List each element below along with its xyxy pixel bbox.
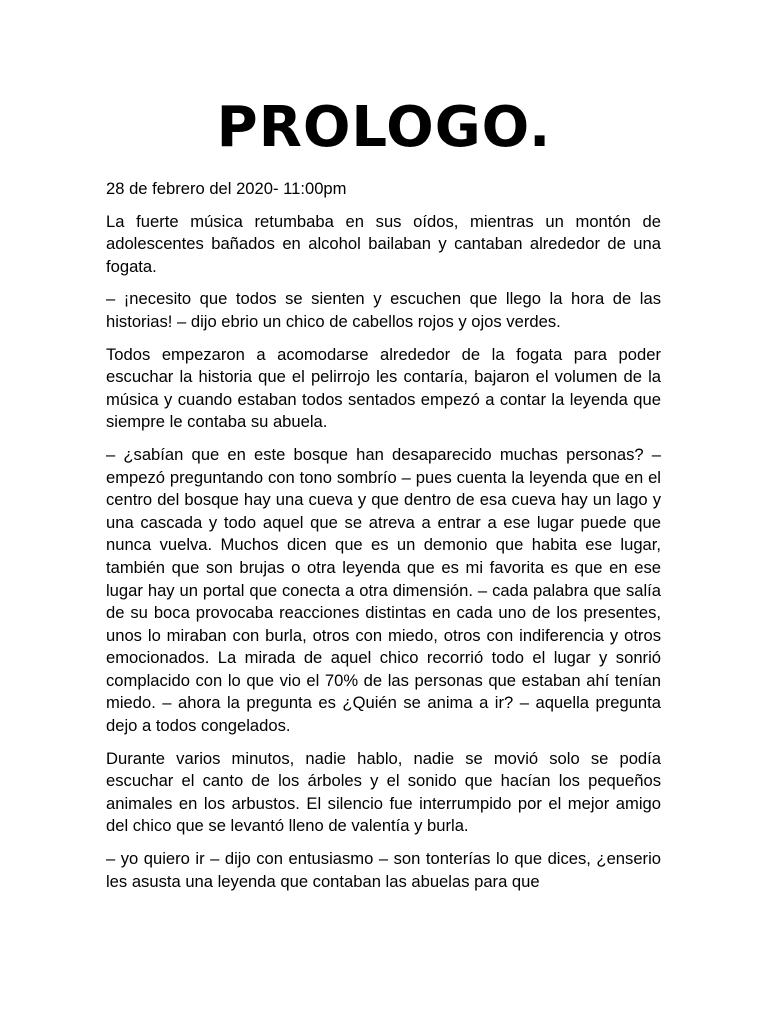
date-line: 28 de febrero del 2020- 11:00pm [106, 179, 347, 198]
paragraph: – yo quiero ir – dijo con entusiasmo – son tonterías lo que dices, ¿enserio les asusta una leyenda que contaban las abuelas para que [106, 849, 661, 891]
paragraph: Todos empezaron a acomodarse alrededor de la fogata para poder escuchar la historia que el pelirrojo les contaría, bajaron el volumen de la música y cuando estaban todos sentados empezó a contar la leyenda que siempre le contaba su abuela. [106, 344, 661, 432]
paragraph: – ¿sabían que en este bosque han desaparecido muchas personas? – empezó preguntando con tono sombrío – pues cuenta la leyenda que en el centro del bosque hay una cueva y que dentro de esa cueva hay un lago y una cascada y todo aquel que se atreva a entrar a ese lugar puede que nunca vuelva. Muchos dicen que es un demonio que habita ese lugar, también que son brujas o otra leyenda que es mi favorita es que en ese lugar hay un portal que conecta a otra dimensión. – cada palabra que salía de su boca provocaba reacciones distintas en cada uno de los presentes, unos lo miraban con burla, otros con miedo, otros con indiferencia y otros emocionados. La mirada de aquel chico recorrió todo el lugar y sonrió complacido con lo que vio el 70% de las personas que estaban ahí tenían miedo. – ahora la pregunta es ¿Quién se anima a ir? – aquella pregunta dejo a todos congelados. [106, 444, 661, 736]
paragraph: Durante varios minutos, nadie hablo, nadie se movió solo se podía escuchar el canto de los árboles y el sonido que hacían los pequeños animales en los arbustos. El silencio fue interrumpido por el mejor amigo del chico que se levantó lleno de valentía y burla. [106, 748, 661, 836]
paragraph: – ¡necesito que todos se sienten y escuchen que llego la hora de las historias! – dijo ebrio un chico de cabellos rojos y ojos verdes. [106, 289, 661, 331]
page-title: PROLOGO. [216, 95, 552, 160]
paragraph: La fuerte música retumbaba en sus oídos, mientras un montón de adolescentes bañados en alcohol bailaban y cantaban alrededor de una fogata. [106, 211, 661, 276]
document-body [106, 178, 661, 903]
